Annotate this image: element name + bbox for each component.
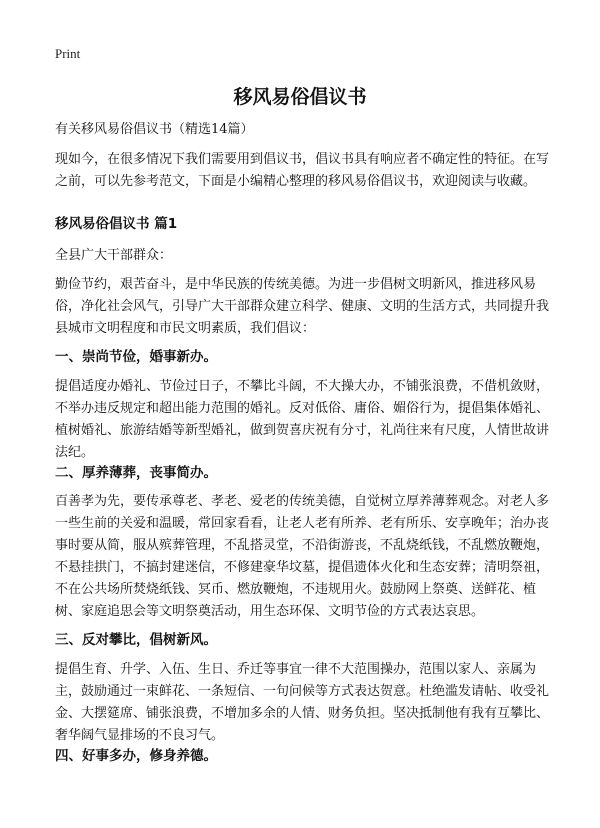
section-heading: 一、崇尚节俭，婚事新办。	[55, 349, 217, 365]
salutation: 全县广大干部群众：	[55, 248, 173, 263]
section-heading: 二、厚养薄葬，丧事简办。	[55, 465, 217, 481]
article-heading: 移风易俗倡议书 篇1	[55, 216, 178, 232]
opening-paragraph: 勤俭节约，艰苦奋斗，是中华民族的传统美德。为进一步倡树文明新风，推进移风易俗，净化社会风气，引导广大干部群众建立科学、健康、文明的生活方式，共同提升我县城市文明程度和市民文明素质，我们倡议：	[55, 277, 550, 336]
document-subtitle: 有关移风易俗倡议书（精选14篇）	[55, 122, 254, 137]
document-title: 移风易俗倡议书	[233, 86, 367, 108]
section-body: 提倡生育、升学、入伍、生日、乔迁等事宜一律不大范围操办，范围以家人、亲属为主，鼓励通过一束鲜花、一条短信、一句问候等方式表达贺意。杜绝滥发请帖、收受礼金、大摆筵席、铺张浪费，不增加多余的人情、财务负担。坚决抵制他有我有互攀比、奢华阔气显排场的不良习气。	[55, 662, 550, 743]
section-body: 提倡适度办婚礼、节俭过日子，不攀比斗阔，不大操大办，不铺张浪费，不借机敛财，不举办违反规定和超出能力范围的婚礼。反对低俗、庸俗、媚俗行为，提倡集体婚礼、植树婚礼、旅游结婚等新型婚礼，做到贺喜庆祝有分寸，礼尚往来有尺度，人情世故讲法纪。	[55, 379, 550, 460]
print-label: Print	[55, 46, 81, 61]
section-body: 百善孝为先，要传承尊老、孝老、爱老的传统美德，自觉树立厚养薄葬观念。对老人多一些生前的关爱和温暖，常回家看看，让老人老有所养、老有所乐、安享晚年；治办丧事时要从简，服从殡葬管理，不乱搭灵堂，不沿街游丧，不乱烧纸钱，不乱燃放鞭炮，不悬挂拱门，不搞封建迷信，不修建豪华坟墓，提倡遗体火化和生态安葬；清明祭祖，不在公共场所焚烧纸钱、冥币、燃放鞭炮，不违规用火。鼓励网上祭奠、送鲜花、植树、家庭追思会等文明祭奠活动，用生态环保、文明节俭的方式表达哀思。	[55, 494, 550, 619]
section-heading: 三、反对攀比，倡树新风。	[55, 632, 217, 648]
section-heading: 四、好事多办，修身养德。	[55, 748, 217, 764]
intro-paragraph: 现如今，在很多情况下我们需要用到倡议书，倡议书具有响应者不确定性的特征。在写之前，可以先参考范文，下面是小编精心整理的移风易俗倡议书，欢迎阅读与收藏。	[55, 152, 550, 189]
